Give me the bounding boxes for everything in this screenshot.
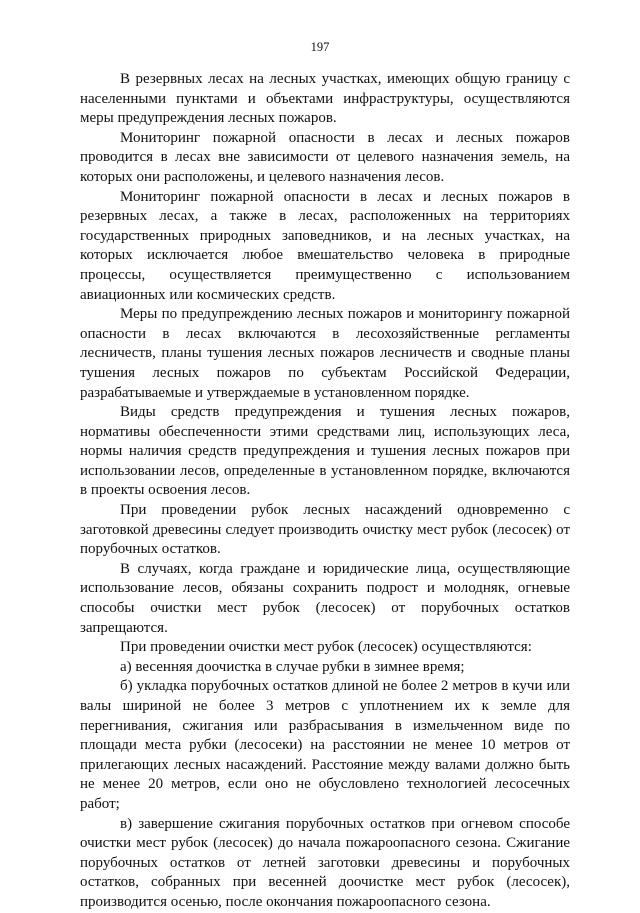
page-number: 197 [310,40,330,54]
list-item-a: а) весенняя доочистка в случае рубки в зимнее время; [120,658,465,675]
paragraph-cleanup-intro: При проведении очистки мест рубок (лесосек) осуществляются: [120,639,532,656]
paragraph-reserve-forests: В резервных лесах на лесных участках, имеющих общую границу с населенными пунктами и объектами инфраструктуры, осуществляются меры предупреждения лесных пожаров. [80,71,570,127]
list-item-c: в) завершение сжигания порубочных остатков при огневом способе очистки мест рубок (лесосек) до начала пожароопасного сезона. Сжигание порубочных остатков от летней заготовки древесины и порубочных остатков, собранных при весенней доочистке мест рубок (лесосек), производится осенью, после окончания пожароопасного сезона. [80,815,570,910]
paragraph-cleanup-requirement: При проведении рубок лесных насаждений одновременно с заготовкой древесины следует производить очистку мест рубок (лесосек) от порубочных остатков. [80,502,570,558]
paragraph-equipment-norms: Виды средств предупреждения и тушения лесных пожаров, нормативы обеспеченности этими средствами лиц, использующих леса, нормы наличия средств предупреждения и тушения лесных пожаров при использовании лесов, определенные в установленном порядке, включаются в проекты освоения лесов. [80,404,570,499]
list-item-b: б) укладка порубочных остатков длиной не более 2 метров в кучи или валы шириной не более 3 метров с уплотнением их к земле для перегнивания, сжигания или разбрасывания в измельченном виде по площади места рубки (лесосеки) на расстоянии не менее 10 метров от прилегающих лесных насаждений. Расстояние между валами должно быть не менее 20 метров, если оно не обусловлено технологией лесосечных работ; [80,678,570,812]
document-body [80,70,570,913]
paragraph-prevention-regulations: Меры по предупреждению лесных пожаров и мониторингу пожарной опасности в лесах включаются в лесохозяйственные регламенты лесничеств, планы тушения лесных пожаров лесничеств и сводные планы тушения лесных пожаров по субъектам Российской Федерации, разрабатываемые и утверждаемые в установленном порядке. [80,306,570,401]
paragraph-fire-cleanup-ban: В случаях, когда граждане и юридические лица, осуществляющие использование лесов, обязаны сохранить подрост и молодняк, огневые способы очистки мест рубок (лесосек) от порубочных остатков запрещаются. [80,560,570,636]
paragraph-monitoring-scope: Мониторинг пожарной опасности в лесах и лесных пожаров проводится в лесах вне зависимости от целевого назначения земель, на которых они расположены, и целевого назначения лесов. [80,129,570,185]
paragraph-monitoring-methods: Мониторинг пожарной опасности в лесах и лесных пожаров в резервных лесах, а также в лесах, расположенных на территориях государственных природных заповедников, и на лесных участках, на которых исключается любое вмешательство человека в природные процессы, осуществляется преимущественно с использованием авиационных или космических средств. [80,188,570,303]
